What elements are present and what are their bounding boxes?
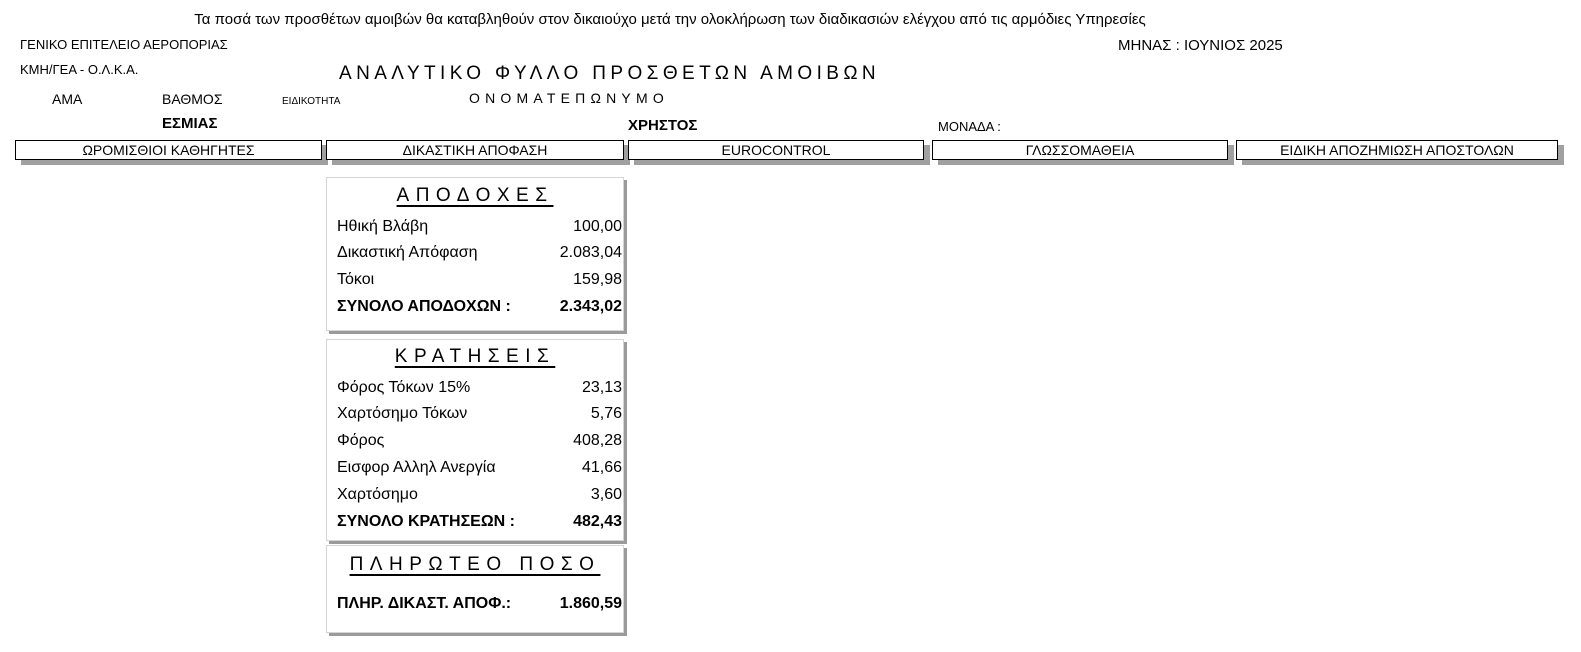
ama-label: ΑΜΑ bbox=[52, 91, 83, 107]
rank-value: ΕΣΜΙΑΣ bbox=[162, 115, 218, 132]
name-value: ΧΡΗΣΤΟΣ bbox=[628, 117, 698, 134]
unit-label: ΜΟΝΑΔΑ : bbox=[938, 119, 1001, 134]
deductions-row: Εισφορ Αλληλ Ανεργία 41,66 bbox=[337, 459, 622, 476]
deductions-row: Φόρος 408,28 bbox=[337, 432, 622, 449]
specialty-label: ΕΙΔΙΚΟΤΗΤΑ bbox=[282, 96, 341, 107]
rank-label: ΒΑΘΜΟΣ bbox=[162, 91, 223, 107]
org-name: ΓΕΝΙΚΟ ΕΠΙΤΕΛΕΙΟ ΑΕΡΟΠΟΡΙΑΣ bbox=[20, 37, 228, 52]
earnings-panel bbox=[326, 177, 624, 331]
document-title: ΑΝΑΛΥΤΙΚΟ ΦΥΛΛΟ ΠΡΟΣΘΕΤΩΝ ΑΜΟΙΒΩΝ bbox=[339, 63, 881, 84]
deductions-row: Χαρτόσημο Τόκων 5,76 bbox=[337, 405, 622, 422]
deductions-panel bbox=[326, 339, 624, 541]
deductions-title: ΚΡΑΤΗΣΕΙΣ bbox=[394, 346, 556, 367]
tab-language-learning[interactable]: ΓΛΩΣΣΟΜΑΘΕΙΑ bbox=[932, 140, 1228, 160]
earnings-row: Τόκοι 159,98 bbox=[337, 271, 622, 288]
deductions-row: Φόρος Τόκων 15% 23,13 bbox=[337, 379, 622, 396]
tab-eurocontrol[interactable]: EUROCONTROL bbox=[628, 140, 924, 160]
month-label: ΜΗΝΑΣ : ΙΟΥΝΙΟΣ 2025 bbox=[1118, 37, 1283, 54]
payable-panel bbox=[326, 545, 624, 633]
earnings-total: ΣΥΝΟΛΟ ΑΠΟΔΟΧΩΝ : 2.343,02 bbox=[337, 298, 622, 315]
payment-notice: Τα ποσά των προσθέτων αμοιβών θα καταβληθούν στον δικαιούχο μετά την ολοκλήρωση των διαδικασιών ελέγχου από τις αρμόδιες Υπηρεσίες bbox=[194, 11, 1146, 28]
payable-title: ΠΛΗΡΩΤΕΟ ΠΟΣΟ bbox=[349, 554, 601, 575]
earnings-row: Ηθική Βλάβη 100,00 bbox=[337, 218, 622, 235]
tab-court-decision[interactable]: ΔΙΚΑΣΤΙΚΗ ΑΠΟΦΑΣΗ bbox=[326, 140, 624, 160]
tab-special-mission-compensation[interactable]: ΕΙΔΙΚΗ ΑΠΟΖΗΜΙΩΣΗ ΑΠΟΣΤΟΛΩΝ bbox=[1236, 140, 1558, 160]
org-subunit: ΚΜΗ/ΓΕΑ - Ο.Λ.Κ.Α. bbox=[20, 62, 139, 77]
payable-row: ΠΛΗΡ. ΔΙΚΑΣΤ. ΑΠΟΦ.: 1.860,59 bbox=[337, 595, 622, 612]
name-label: ΟΝΟΜΑΤΕΠΩΝΥΜΟ bbox=[469, 90, 669, 106]
tab-hourly-teachers[interactable]: ΩΡΟΜΙΣΘΙΟΙ ΚΑΘΗΓΗΤΕΣ bbox=[15, 140, 322, 160]
deductions-total: ΣΥΝΟΛΟ ΚΡΑΤΗΣΕΩΝ : 482,43 bbox=[337, 513, 622, 530]
earnings-title: ΑΠΟΔΟΧΕΣ bbox=[396, 185, 554, 206]
earnings-row: Δικαστική Απόφαση 2.083,04 bbox=[337, 244, 622, 261]
deductions-row: Χαρτόσημο 3,60 bbox=[337, 486, 622, 503]
